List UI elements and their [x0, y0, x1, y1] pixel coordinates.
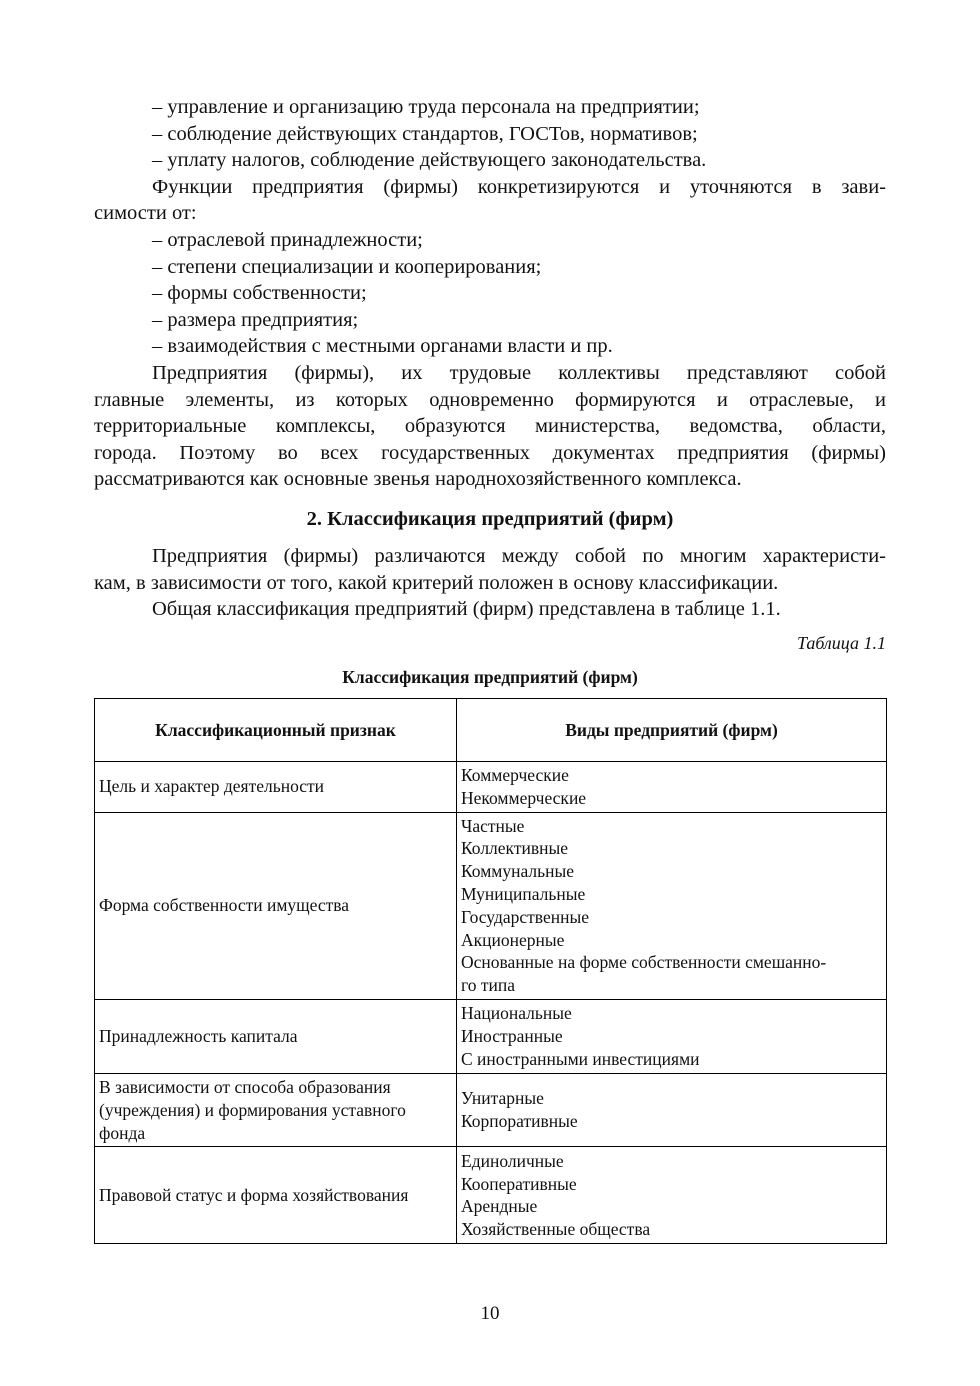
criterion-cell: Цель и характер деятельности [95, 762, 457, 813]
text-line: – отраслевой принадлежности; [152, 228, 423, 251]
type-item: Коммерческие [461, 765, 569, 785]
text-line: – формы собственности; [152, 282, 367, 305]
section-heading: 2. Классификация предприятий (фирм) [306, 508, 674, 530]
types-cell [457, 762, 887, 813]
table-row [95, 999, 887, 1073]
table-row [95, 762, 887, 813]
text-line: симости от: [94, 202, 197, 225]
criterion-cell: Форма собственности имущества [95, 812, 457, 999]
types-cell [457, 1147, 887, 1244]
text-line: – взаимодействия с местными органами власти и пр. [152, 335, 613, 358]
type-item: Муниципальные [461, 883, 586, 904]
text-line: – уплату налогов, соблюдение действующего законодательства. [152, 149, 707, 172]
text-line: Предприятия (фирмы) различаются между собой по многим характеристи- [152, 545, 886, 567]
table-row [95, 1147, 887, 1244]
criterion-cell: Принадлежность капитала [95, 999, 457, 1073]
intro-text [94, 94, 886, 493]
text-line: – степени специализации и кооперирования; [152, 255, 542, 278]
type-item: Акционерные [461, 929, 565, 950]
type-item: Национальные [461, 1003, 572, 1024]
column-header: Классификационный признак [95, 699, 457, 762]
type-item: Государственные [461, 906, 589, 927]
types-cell [457, 999, 887, 1073]
text-line: Функции предприятия (фирмы) конкретизируются и уточняются в зави- [152, 175, 886, 198]
text-line: – управление и организацию труда персонала на предприятии; [152, 96, 700, 118]
text-line: Предприятия (фирмы), их трудовые коллективы представляют собой [152, 361, 886, 384]
type-item: Иностранные [461, 1026, 563, 1047]
type-item: Кооперативные [461, 1173, 577, 1194]
table-header-row [95, 699, 887, 762]
column-header: Виды предприятий (фирм) [457, 699, 887, 762]
type-item: Некоммерческие [461, 787, 587, 808]
table-title: Классификация предприятий (фирм) [342, 667, 638, 687]
criterion-cell: Правовой статус и форма хозяйствования [95, 1147, 457, 1244]
type-item: Частные [461, 815, 525, 836]
text-line: кам, в зависимости от того, какой критерий положен в основу классификации. [94, 571, 779, 594]
type-item: Унитарные [461, 1088, 544, 1109]
types-cell [457, 812, 887, 999]
text-line: – соблюдение действующих стандартов, ГОСТов, нормативов; [152, 122, 698, 145]
type-item: Арендные [461, 1196, 538, 1217]
text-line: территориальные комплексы, образуются министерства, ведомства, области, [94, 415, 886, 438]
type-item: Хозяйственные общества [461, 1219, 651, 1240]
section-text [94, 543, 886, 623]
type-item: Корпоративные [461, 1111, 578, 1132]
classification-table [94, 698, 887, 1244]
types-cell [457, 1073, 887, 1146]
page-number: 10 [480, 1303, 500, 1324]
type-item: Коммунальные [461, 861, 575, 882]
type-item: Единоличные [461, 1150, 564, 1171]
type-item: Коллективные [461, 838, 568, 859]
text-line: – размера предприятия; [152, 308, 359, 331]
type-item: Основанные на форме собственности смешанно- [461, 952, 827, 973]
type-item: го типа [461, 975, 516, 996]
table-row [95, 812, 887, 999]
criterion-cell: В зависимости от способа образования (учреждения) и формирования уставного фонда [95, 1073, 457, 1146]
text-line: главные элементы, из которых одновременно формируются и отраслевые, и [94, 388, 886, 411]
type-item: С иностранными инвестициями [461, 1048, 700, 1069]
text-line: рассматриваются как основные звенья народнохозяйственного комплекса. [94, 468, 742, 491]
table-caption: Таблица 1.1 [796, 633, 886, 653]
text-line: Общая классификация предприятий (фирм) представлена в таблице 1.1. [152, 598, 781, 621]
table-row [95, 1073, 887, 1146]
text-line: города. Поэтому во всех государственных документах предприятия (фирмы) [94, 441, 886, 464]
